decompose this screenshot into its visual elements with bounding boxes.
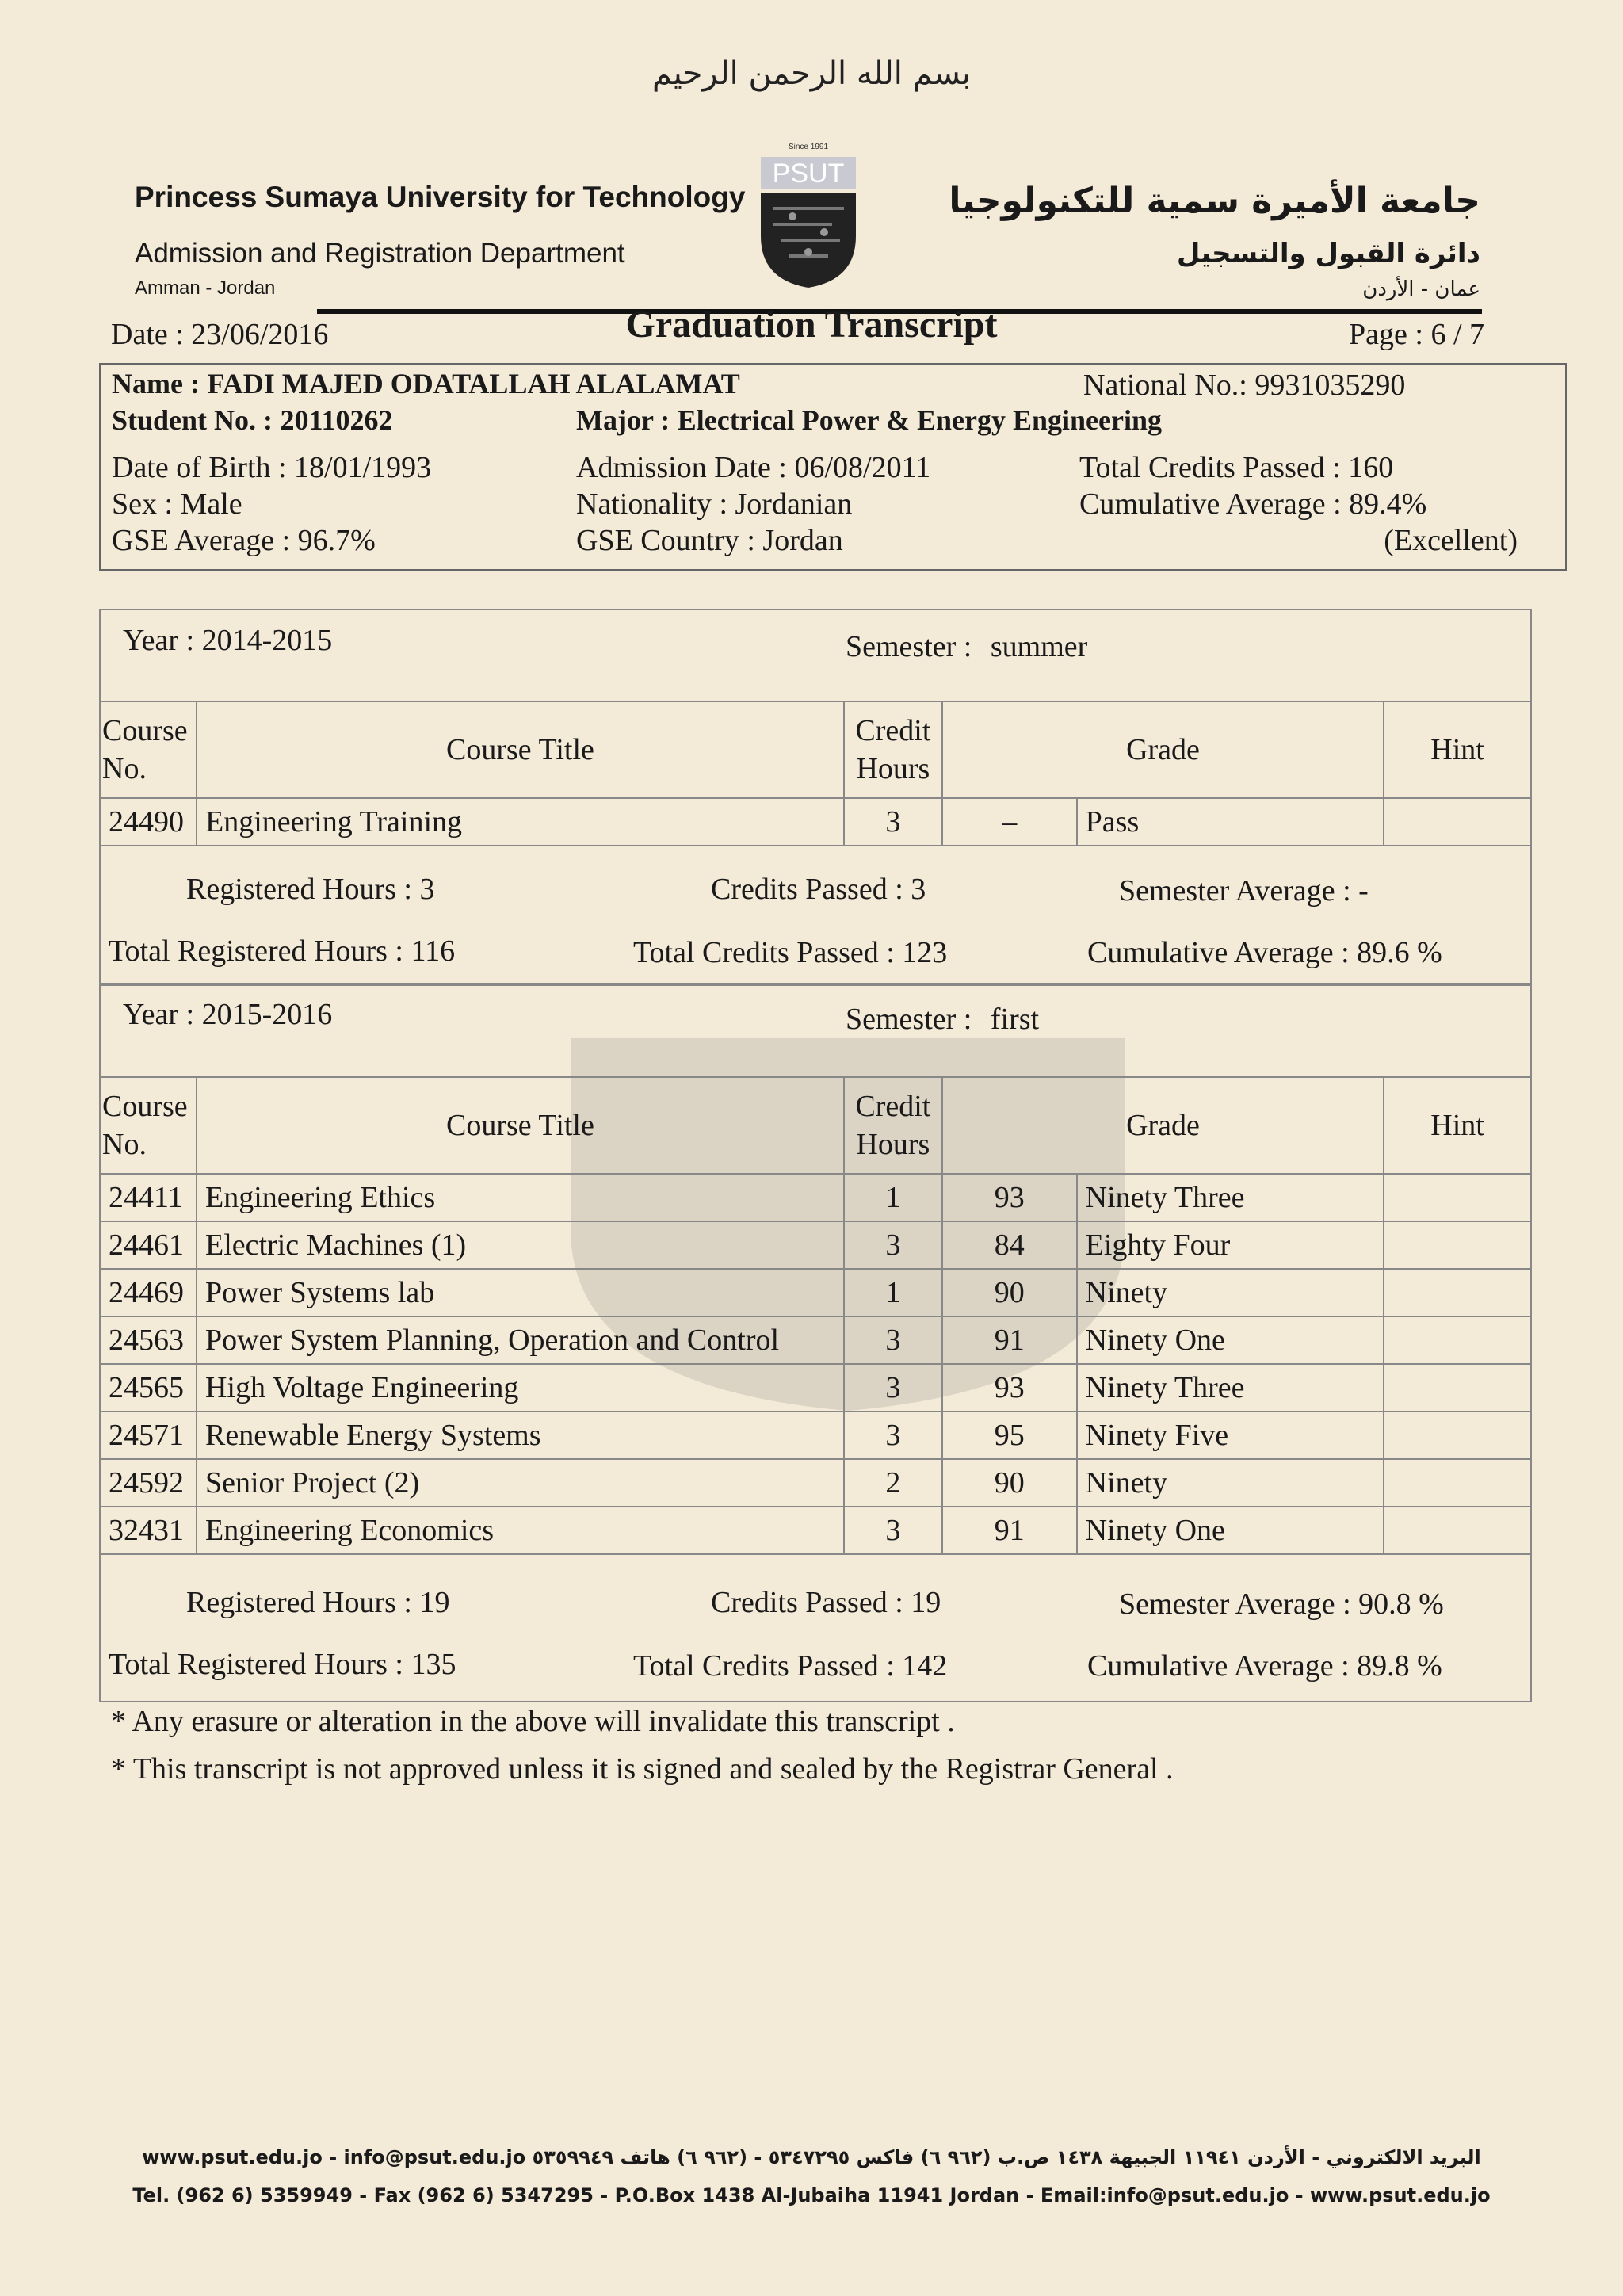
total-registered-hours: Total Registered Hours : 116 (109, 934, 456, 968)
course-credits: 3 (844, 1316, 942, 1364)
table-row (100, 1221, 1531, 1269)
course-credits: 3 (844, 1364, 942, 1412)
rating: (Excellent) (1384, 524, 1518, 557)
sex: Sex : Male (112, 487, 242, 521)
course-grade: Pass (1077, 798, 1384, 846)
name-row (112, 366, 740, 401)
national-no-row (1083, 368, 1405, 403)
course-mark: 91 (942, 1316, 1077, 1364)
credits-passed: Credits Passed : 19 (711, 1586, 941, 1619)
table-row (100, 1316, 1531, 1364)
course-credits: 1 (844, 1269, 942, 1316)
document-title: Graduation Transcript (625, 304, 998, 346)
col-grade: Grade (942, 1077, 1384, 1174)
department-name-en: Admission and Registration Department (135, 238, 625, 269)
semester-average: Semester Average : - (1119, 874, 1369, 907)
course-mark: – (942, 798, 1077, 846)
major: Electrical Power & Energy Engineering (677, 404, 1163, 436)
gse-country: GSE Country : Jordan (576, 524, 843, 557)
course-no: 24411 (100, 1174, 197, 1221)
semester-1-year: Year : 2014-2015 (123, 624, 333, 657)
course-title: Renewable Energy Systems (197, 1412, 844, 1459)
course-credits: 1 (844, 1174, 942, 1221)
course-mark: 90 (942, 1459, 1077, 1507)
table-row (100, 1269, 1531, 1316)
course-title: Power System Planning, Operation and Control (197, 1316, 844, 1364)
major-row (576, 403, 1162, 437)
registered-hours: Registered Hours : 3 (186, 873, 435, 906)
table-header-row (100, 1077, 1531, 1174)
cumulative-average: Cumulative Average : 89.6 % (1087, 936, 1442, 969)
footer-line-2: Tel. (962 6) 5359949 - Fax (962 6) 5347295 - P.O.Box 1438 Al-Jubaiha 11941 Jordan - Email:info@psut.edu.jo - www.psut.edu.jo (132, 2184, 1491, 2206)
semester-1-label: Semester : (846, 630, 972, 663)
cumulative-average: Cumulative Average : 89.8 % (1087, 1649, 1442, 1683)
department-name-ar: دائرة القبول والتسجيل (1176, 238, 1480, 269)
col-hint: Hint (1384, 1077, 1531, 1174)
semester-1-header (99, 609, 1532, 701)
gse-average: GSE Average : 96.7% (112, 524, 376, 557)
table-row (100, 1459, 1531, 1507)
course-grade: Ninety Three (1077, 1364, 1384, 1412)
semester-2-value: first (990, 1003, 1040, 1036)
col-grade: Grade (942, 701, 1384, 798)
semester-1-value: summer (990, 630, 1088, 663)
course-no: 24563 (100, 1316, 197, 1364)
student-no-row (112, 403, 393, 437)
course-title: Senior Project (2) (197, 1459, 844, 1507)
table-row (100, 798, 1531, 846)
student-info-box (99, 363, 1567, 571)
university-name-en: Princess Sumaya University for Technology (135, 181, 746, 213)
course-title: High Voltage Engineering (197, 1364, 844, 1412)
course-grade: Ninety (1077, 1459, 1384, 1507)
note-erasure: * Any erasure or alteration in the above will invalidate this transcript . (111, 1705, 955, 1738)
course-credits: 3 (844, 1412, 942, 1459)
course-credits: 3 (844, 1221, 942, 1269)
student-no: 20110262 (280, 404, 393, 436)
total-credits-passed: Total Credits Passed : 142 (633, 1649, 948, 1683)
semester-2-year: Year : 2015-2016 (123, 998, 333, 1031)
semester-2-term (846, 1002, 1039, 1037)
total-credits-passed: Total Credits Passed : 123 (633, 936, 948, 969)
table-header-row (100, 701, 1531, 798)
semester-1-table (99, 701, 1532, 846)
semester-2-header (99, 984, 1532, 1076)
course-no: 32431 (100, 1507, 197, 1554)
col-course-title: Course Title (197, 701, 844, 798)
course-no: 24490 (100, 798, 197, 846)
note-approval: * This transcript is not approved unless it is signed and sealed by the Registrar General . (111, 1752, 1174, 1786)
col-course-no: Course No. (100, 701, 197, 798)
table-row (100, 1364, 1531, 1412)
course-no: 24461 (100, 1221, 197, 1269)
course-no: 24571 (100, 1412, 197, 1459)
col-hint: Hint (1384, 701, 1531, 798)
total-registered-hours: Total Registered Hours : 135 (109, 1648, 456, 1681)
psut-logo (745, 133, 872, 292)
semester-2-label: Semester : (846, 1003, 972, 1036)
col-course-no: Course No. (100, 1077, 197, 1174)
nationality: Nationality : Jordanian (576, 487, 853, 521)
date-of-birth: Date of Birth : 18/01/1993 (112, 451, 432, 484)
credits-passed: Credits Passed : 3 (711, 873, 926, 906)
city-ar: عمان - الأردن (1362, 277, 1480, 301)
table-row (100, 1507, 1531, 1554)
course-no: 24565 (100, 1364, 197, 1412)
table-row (100, 1412, 1531, 1459)
course-hint (1384, 1412, 1531, 1459)
page-number: Page : 6 / 7 (1349, 318, 1484, 351)
total-credits-passed: Total Credits Passed : 160 (1079, 451, 1394, 484)
course-hint (1384, 1174, 1531, 1221)
student-no-label: Student No. : (112, 404, 273, 436)
cumulative-average: Cumulative Average : 89.4% (1079, 487, 1427, 521)
footer-line-1: www.psut.edu.jo - info@psut.edu.jo البريد الالكتروني - الأردن ١١٩٤١ الجبيهة ١٤٣٨ ص.ب (٩٦٢ ٦) فاكس ٥٣٤٧٢٩٥ - (٩٦٢ ٦) هاتف ٥٣٥٩٩٤٩ (142, 2146, 1481, 2168)
course-mark: 95 (942, 1412, 1077, 1459)
national-no: 9931035290 (1254, 369, 1406, 402)
city-en: Amman - Jordan (135, 277, 276, 299)
col-credit-hours: Credit Hours (844, 701, 942, 798)
transcript-date: Date : 23/06/2016 (111, 318, 329, 351)
table-row (100, 1174, 1531, 1221)
logo-since: Since 1991 (788, 143, 829, 151)
registered-hours: Registered Hours : 19 (186, 1586, 450, 1619)
course-mark: 90 (942, 1269, 1077, 1316)
course-mark: 84 (942, 1221, 1077, 1269)
course-grade: Ninety One (1077, 1507, 1384, 1554)
course-hint (1384, 1269, 1531, 1316)
course-title: Power Systems lab (197, 1269, 844, 1316)
logo-text: PSUT (772, 159, 845, 189)
course-mark: 93 (942, 1174, 1077, 1221)
bismillah: بسم الله الرحمن الرحيم (651, 55, 972, 92)
course-title: Engineering Economics (197, 1507, 844, 1554)
name-label: Name : (112, 368, 200, 399)
semester-average: Semester Average : 90.8 % (1119, 1587, 1444, 1621)
course-grade: Ninety One (1077, 1316, 1384, 1364)
course-mark: 91 (942, 1507, 1077, 1554)
course-no: 24469 (100, 1269, 197, 1316)
university-name-ar: جامعة الأميرة سمية للتكنولوجيا (949, 181, 1480, 221)
major-label: Major : (576, 404, 670, 436)
course-hint (1384, 1316, 1531, 1364)
col-course-title: Course Title (197, 1077, 844, 1174)
course-grade: Ninety Three (1077, 1174, 1384, 1221)
course-credits: 2 (844, 1459, 942, 1507)
course-hint (1384, 1459, 1531, 1507)
col-credit-hours: Credit Hours (844, 1077, 942, 1174)
semester-1-summary (99, 846, 1532, 984)
course-credits: 3 (844, 1507, 942, 1554)
semester-1-term (846, 629, 1087, 664)
semester-2-summary (99, 1553, 1532, 1702)
course-grade: Ninety (1077, 1269, 1384, 1316)
course-grade: Ninety Five (1077, 1412, 1384, 1459)
course-no: 24592 (100, 1459, 197, 1507)
course-credits: 3 (844, 798, 942, 846)
student-name: FADI MAJED ODATALLAH ALALAMAT (207, 368, 740, 399)
course-grade: Eighty Four (1077, 1221, 1384, 1269)
course-title: Engineering Training (197, 798, 844, 846)
course-title: Engineering Ethics (197, 1174, 844, 1221)
course-hint (1384, 798, 1531, 846)
course-hint (1384, 1221, 1531, 1269)
course-mark: 93 (942, 1364, 1077, 1412)
course-title: Electric Machines (1) (197, 1221, 844, 1269)
national-no-label: National No.: (1083, 369, 1247, 402)
semester-2-table (99, 1076, 1532, 1555)
admission-date: Admission Date : 06/08/2011 (576, 451, 931, 484)
course-hint (1384, 1364, 1531, 1412)
course-hint (1384, 1507, 1531, 1554)
